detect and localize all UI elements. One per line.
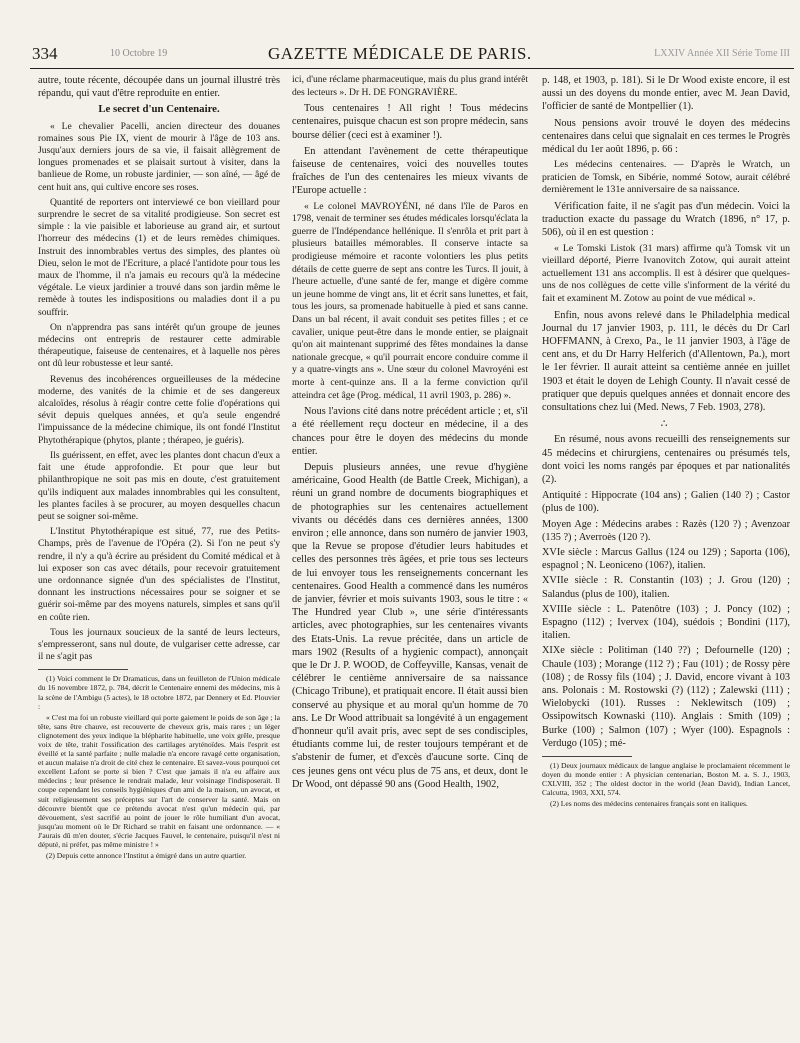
volume-mark: LXXIV Année XII Série Tome III [654,48,790,59]
paragraph: L'Institut Phytothérapique est situé, 77, rue des Petits-Champs, près de l'avenue de l'Opéra (2). Si l'on ne peut s'y rendre, il n'y a qu'à écrire au président du Comité médical et à lui exposer son cas avec détails, pour recevoir gratuitement une ordonnance signée d'un des spécialistes de l'Institut, donnant les instructions nécessaires pour se soigner et se guérir soi-même par des moyens naturels, simples et sans qu'il en coûte rien. [38,526,280,623]
paragraph: Nous l'avions cité dans notre précédent article ; et, s'il a été réellement reçu docteur en médecine, il a des chances pour être le doyen des médecins du monde entier. [292,406,528,457]
list-item: Moyen Age : Médecins arabes : Razès (120 ?) ; Avenzoar (135 ?) ; Averroès (120 ?). [542,518,790,543]
column-3 [542,74,790,811]
section-heading: Le secret d'un Centenaire. [98,103,220,116]
column-2 [292,74,528,794]
journal-title: GAZETTE MÉDICALE DE PARIS. [268,44,532,63]
list-item: XVIIIe siècle : L. Patenôtre (103) ; J. Poncy (102) ; Espagno (112) ; Ivervex (104), suédois ; Bondini (117), italien. [542,603,790,642]
paragraph: En attendant l'avènement de cette thérapeutique faiseuse de centenaires, voici des nouvelles toutes fraîches de l'un des centenaires les mieux vivants de l'Europe actuelle : [292,145,528,197]
paragraph: On n'apprendra pas sans intérêt qu'un groupe de jeunes médecins ont entrepris de restaurer cette admirable thérapeutique, faiseuse de centenaires, et à laquelle nos pères ont dû leur robustesse et leur santé. [38,321,280,370]
quote-end [292,74,528,99]
paragraph: p. 148, et 1903, p. 181). Si le Dr Wood existe encore, il est aussi un des doyens du monde entier, avec M. Jean David, l'officier de santé de Montpellier (1). [542,75,790,113]
paragraph: En résumé, nous avons recueilli des renseignements sur 45 médecins et chirurgiens, centenaires ou présumés tels, dont voici les noms rangés par époques et par nationalités (2). [542,434,790,486]
paragraph: Enfin, nous avons relevé dans le Philadelphia medical Journal du 17 janvier 1903, p. 111, le décès du Dr Carl HOFFMANN, à Crexo, Pa., le 11 janvier 1903, à l'âge de cent ans, et du Dr Harry Helferich (d'Allentown, Pa.), mort le 1er février. Il aurait atteint sa centième année en juillet 1903 et était le doyen de Lehigh County. Il n'avait cessé de pratiquer que depuis quelques années et donnait encore des consultations chez lui (Med. News, 7 Feb. 1903, 278). [542,309,790,413]
list-item: XVIIe siècle : R. Constantin (103) ; J. Grou (120) ; Salandus (plus de 100), italien. [542,575,790,600]
footnote: (2) Depuis cette annonce l'Institut a émigré dans un autre quartier. [46,851,247,861]
paragraph: Tous centenaires ! All right ! Tous médecins centenaires, puisque chacun est son propre médecin, sans bourse délier (ceci est à examiner !). [292,103,528,141]
quoted-article [542,159,790,197]
page-number: 334 [32,44,58,63]
paragraph: Ils guérissent, en effet, avec les plantes dont chacun d'eux a fait une étude approfondie. Et pour que leur but philanthropique ne soit pas mis en doute, c'est gratuitement qu'ils indiquent aux malades innombrables qui les consultent, les plantes faciles à se procurer, au moyen desquelles chacun peut se soigner soi-même. [38,449,280,522]
list-item: Antiquité : Hippocrate (104 ans) ; Galien (140 ?) ; Castor (plus de 100). [542,490,790,515]
quoted-article [542,243,790,306]
paragraph: ici, d'une réclame pharmaceutique, mais du plus grand intérêt des lecteurs ». Dr H. DE FONGRAVIÈRE. [292,74,528,98]
paragraph: Quantité de reporters ont interviewé ce bon vieillard pour surprendre le secret de sa vitalité prodigieuse. Son secret est simple : la vie paisible et laborieuse au grand air, et surtout l'horreur des médecins (1) et de leurs remèdes chimiques. Instruit des innombrables vertus des simples, des plantes où Dieu, selon le mot de l'Ecriture, a placé l'antidote pour tous les maux de l'homme, il n'a jamais eu recours qu'à la médecine végétale. Le vieux jardinier a trouvé dans son jardin même le remède à toutes les indispositions ou maladies dont il a pu souffrir. [38,196,280,318]
paragraph: autre, toute récente, découpée dans un journal illustré très répandu, qui vaut d'être reproduite en entier. [38,75,280,100]
footnote-rule [38,669,128,670]
paragraph: « Le Tomski Listok (31 mars) affirme qu'à Tomsk vit un vieillard déporté, Pierre Ivanovitch Zotow, qui aurait atteint actuellement 131 ans accomplis. Il est à désirer que quelques-uns de nos collègues de cette ville s'informent de la vérité du fait et examinent M. Zotow au point de vue médical ». [542,242,790,304]
quoted-article [292,201,528,403]
footnote: (1) Deux journaux médicaux de langue anglaise le proclamaient récemment le doyen du monde entier : A physician centenarian, Boston M. a. S. J., 1903, CXLVIII, 352 ; The oldest doctor in the world (Jean David), Indian Lancet, Calcutta, 1903, XXI, 574. [542,761,790,798]
footnote: (2) Les noms des médecins centenaires français sont en italiques. [550,799,748,809]
centenarian-list [542,489,790,750]
footnote-rule [542,756,632,757]
paragraph: Revenus des incohérences orgueilleuses de la médecine moderne, des vanités de la chimie et de ses dangereux alcaloïdes, résolus à réagir contre cette folie d'opérations qui sévit depuis quelques années, et qu'a seule engendré l'impuissance de la médecine chimique, ils ont fondé l'Institut Phytothérapique (phytos, plante ; thérapeo, je guéris). [38,373,280,446]
date-mark: 10 Octobre 19 [110,48,168,59]
paragraph: « Le colonel MAVROYÉNI, né dans l'île de Paros en 1798, venait de terminer ses études médicales lorsqu'éclata la guerre de l'Indépendance hellénique. Il s'enrôla et prit part à plusieurs batailles mémorables. Il conserve intacte sa prodigieuse mémoire et raconte volontiers les plus petits détails de cette guerre de sept ans contre les Turcs. Il jouit, à l'heure actuelle, d'une santé de fer, mange et digère comme un jeune homme de vingt ans, lit et écrit sans lunettes, et fait, tous les jours, sa promenade habituelle à pied et sans canne. Dans un bal récent, il avait conduit ses petites filles ; et ce cavalier, unique peut-être dans le monde entier, se plaignait qu'on ait maintenant supprimé des fêtes mondaines la danse nationale grecque, « qu'il pourrait encore conduire comme il y a quatre-vingts ans ». Une sœur du colonel Mavroyéni est morte à cent-quinze ans. Il a la ferme conviction qu'il atteindra cet âge (Prog. médical, 11 avril 1903, p. 286) ». [292,200,528,401]
paragraph: Nous pensions avoir trouvé le doyen des médecins centenaires dans celui que signalait en ces termes le Progrès médical du 1er août 1896, p. 66 : [542,117,790,156]
list-item: XIXe siècle : Politiman (140 ??) ; Defournelle (120) ; Chaule (103) ; Morange (112 ?) ; Fau (101) ; de Rossy père (108) ; de Rossy fils (104) ; J. David, encore vivant à 103 ans. Polonais : M. Rostowski (?) (112) ; Zalewski (111) ; Wielobycki (101). Russes : Neklewitsch (109) ; Ossipowitsch Kownaski (110). Anglais : Smith (109) ; Burke (100) ; Salmon (107) ; Wyer (100). Espagnols : Verdugo (105) ; mé- [542,645,790,749]
column-1 [38,74,280,862]
footnote: (1) Voici comment le Dr Dramaticus, dans un feuilleton de l'Union médicale du 16 novembre 1872, p. 784, décrit le Centenaire ennemi des médecins, mis à la scène de l'Ambigu (5 actes), le 18 octobre 1872, par Dennery et Ed. Plouvier : [38,674,280,711]
paragraph: Les médecins centenaires. — D'après le Wratch, un praticien de Tomsk, en Sibérie, nommé Sotow, aurait célébré dernièrement le 131e anniversaire de sa naissance. [542,159,790,196]
section-separator: ∴ [660,419,672,431]
quoted-article [38,121,280,664]
paragraph: Tous les journaux soucieux de la santé de leurs lecteurs, s'empresseront, sans nul doute, de vulgariser cette adresse, car il ne s'agit pas [38,626,280,663]
page-header [30,44,790,66]
footnote: « C'est ma foi un robuste vieillard qui porte gaiement le poids de son âge ; la tête, sans être chauve, est recouverte de cheveux gris, mais rares ; un léger clignotement des yeux indique la blépharite habituelle, une voix grêle, presque voix de tête, trahit l'ossification des cartilages aryténoïdes. Mais l'esprit est éveillé et la santé parfaite ; nulle maladie n'a encore ravagé cette organisation, et aucun malaise n'a droit de cité chez le centenaire. Et savez-vous pourquoi cet excellent Lafont se porte si bien ? C'est que jamais il n'a eu affaire aux médecins ; leur présence le rendrait malade, leur voisinage l'indisposerait. Il coupe cependant les conseils hygiéniques d'un ami de la maison, un avocat, et suit religieusement ses préceptes sur l'art de conserver la santé. Mais on découvre bientôt que ce prétendu avocat n'est qu'un médecin qui, par dévouement, s'est sacrifié au point de jouer le rôle humiliant d'un avocat, jusqu'au moment où le Dr Richard se trahit en faisant une ordonnance. — « J'aurais dû m'en douter, s'écrie Jacques Fauvel, le centenaire, puisqu'il n'est ni député, ni préfet, pas même ministre ! » [38,712,280,850]
paragraph: Vérification faite, il ne s'agit pas d'un médecin. Voici la traduction exacte du passage du Wratch (1896, n° 17, p. 506), où il en est question : [542,201,790,239]
list-item: XVIe siècle : Marcus Gallus (124 ou 129) ; Saporta (106), espagnol ; N. Leoniceno (106?), italien. [542,547,790,572]
paragraph: Depuis plusieurs années, une revue d'hygiène américaine, Good Health (de Battle Creek, Michigan), a réuni un grand nombre de documents biographiques et de photographies sur les centenaires actuellement vivants ou décédés dans ces dernières années, 1300 environ ; elle annonce, dans son numéro de janvier 1903, que la Revue se propose d'étudier leurs habitudes et celles des personnes très âgées, et prie tous ses lecteurs de lui envoyer tous les renseignements concernant les centenaires. Good Health a commencé dans les numéros de janvier, février et mois suivants 1903, sous le titre : « The Hundred year Club », une série d'intéressants articles, avec photographies, sur les centenaires vivants des Etats-Unis. La revue précitée, dans un article de mars 1902 (Results of a hygienic compact), annonçait que le Dr J. P. WOOD, de Coffeyville, Kansas, venait de célébrer le centième anniversaire de sa naissance (Chicago Tribune), et pratiquait encore. Il était aussi bien conservé au physique et au moral qu'un homme de 70 ans. Le Dr Wood attribuait sa longévité à un engagement d'honneur qu'il avait pris, avec sept de ses condisciples, étudiants comme lui, de rester toujours tempérant et de s'abstenir de fumer, et d'excès d'aucune sorte. Cinq de ces jeunes gens ont vécu plus de 75 ans, et deux, dont le Dr Wood, ont dépassé 90 ans (Good Health, 1902, [292,461,528,790]
paragraph: « Le chevalier Pacelli, ancien directeur des douanes romaines sous Pie IX, vient de mourir à l'âge de 103 ans. Jusqu'aux derniers jours de sa vie, il faisait allègrement de longues promenades et se plaisait surtout à visiter, dans la banlieue de Rome, un robuste jardinier, — son aîné, — âgé de cent huit ans, qui cultive encore ses roses. [38,120,280,193]
header-rule [30,68,794,69]
